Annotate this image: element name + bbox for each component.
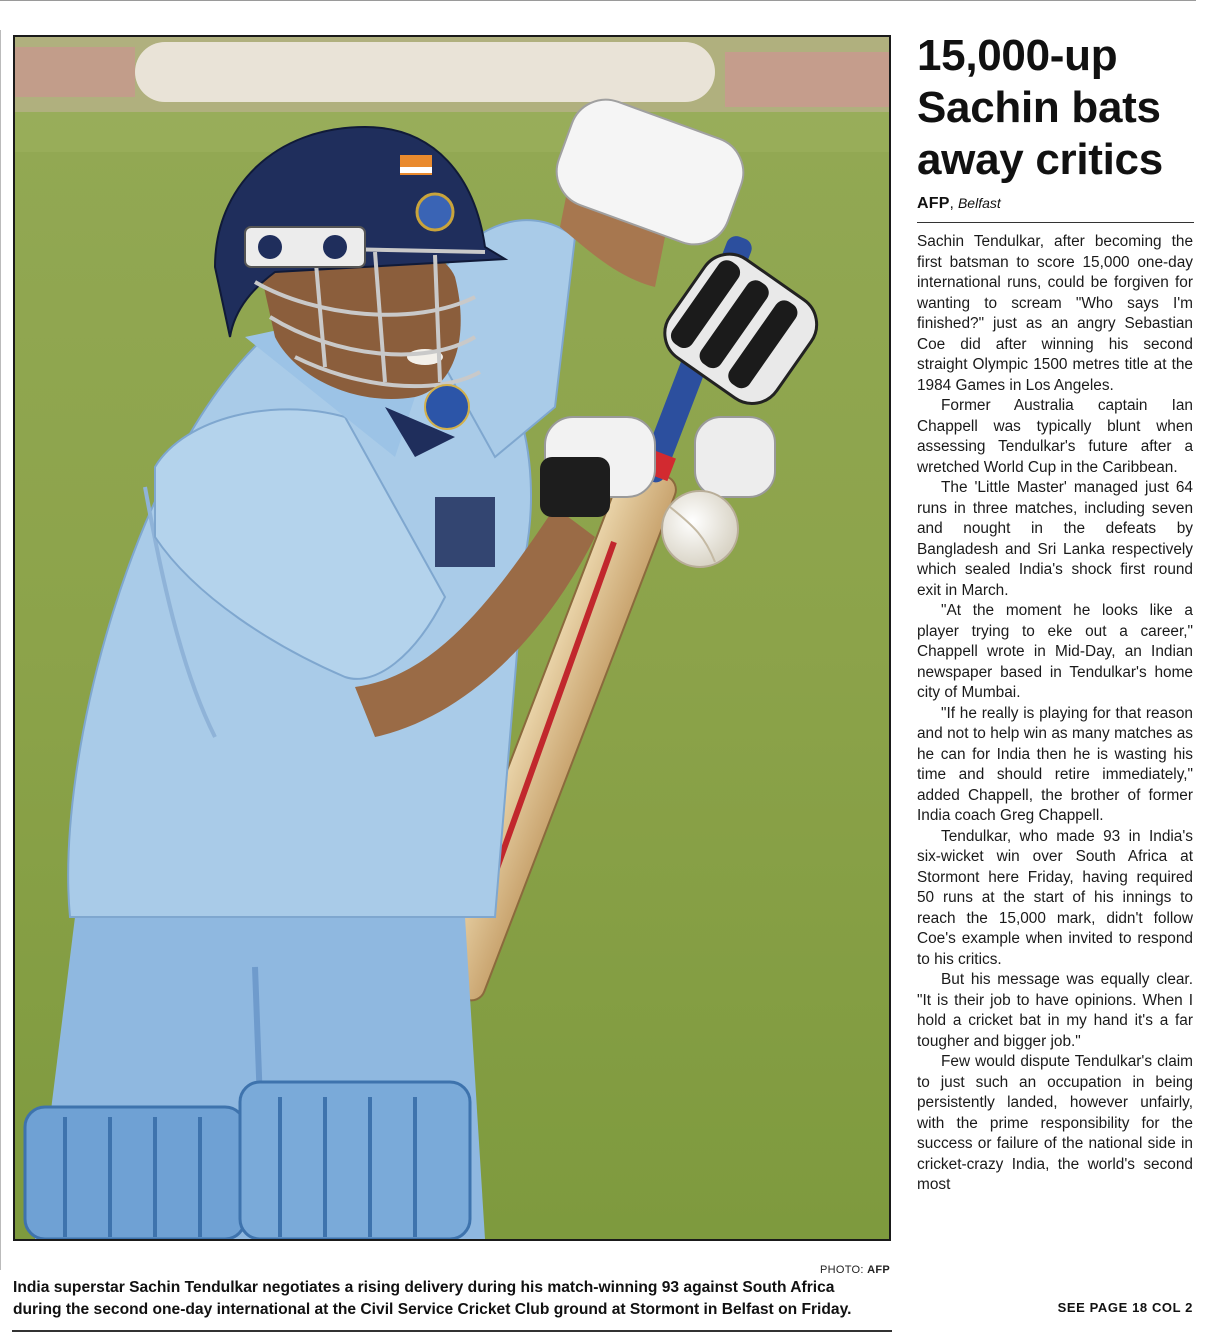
story-paragraph: The 'Little Master' managed just 64 runs in three matches, including seven and nought in the defeats by Bangladesh and Sri Lanka respectively which sealed India's shock first round exit in March.: [917, 479, 1193, 599]
caption-line: India superstar Sachin Tendulkar negotiates a rising delivery during his match-winning 93 against South Africa: [13, 1279, 835, 1296]
story-body: [917, 232, 1193, 1196]
photo-credit-source: AFP: [867, 1264, 890, 1276]
news-photo: [13, 35, 891, 1241]
caption-line: during the second one-day international at the Civil Service Cricket Club ground at Stormont in Belfast on Friday.: [13, 1301, 852, 1318]
photo-credit-label: PHOTO:: [819, 1264, 864, 1276]
top-rule: [0, 0, 1196, 1]
story-paragraph: Few would dispute Tendulkar's claim to just such an occupation in being persistently landed, however unfairly, with the prime responsibility for the success or failure of the national side in cricket-crazy India, the world's second most: [917, 1053, 1193, 1193]
headline-line: away critics: [917, 135, 1163, 184]
caption-bottom-rule: [12, 1330, 892, 1332]
story-paragraph: But his message was equally clear. "It is their job to have opinions. When I hold a cricket bat in my hand it's a far tougher and bigger job.": [917, 971, 1193, 1050]
story-paragraph: "If he really is playing for that reason and not to help win as many matches as he can for India then he is wasting his time and should retire immediately," added Chappell, the brother of former India coach Greg Chappell.: [917, 704, 1193, 824]
story-paragraph: Former Australia captain Ian Chappell was typically blunt when assessing Tendulkar's future after a wretched World Cup in the Caribbean.: [917, 397, 1193, 476]
byline: AFP, Belfast: [917, 195, 1001, 212]
headline: [917, 30, 1197, 186]
photo-caption: [13, 1277, 893, 1321]
continuation-jump: SEE PAGE 18 COL 2: [1057, 1300, 1193, 1315]
byline-rule: [917, 222, 1194, 223]
headline-line: Sachin bats: [917, 83, 1161, 132]
story-paragraph: "At the moment he looks like a player trying to eke out a career," Chappell wrote in Mid-Day, an Indian newspaper based in Tendulkar's home city of Mumbai.: [917, 602, 1193, 701]
headline-line: 15,000-up: [917, 31, 1118, 80]
story-paragraph: Tendulkar, who made 93 in India's six-wicket win over South Africa at Stormont here Friday, having required 50 runs at the start of his innings to reach the 15,000 mark, didn't follow Coe's example when invited to respond to his critics.: [917, 827, 1193, 968]
page-edge: [0, 30, 1, 1270]
photo-credit: [780, 1264, 890, 1276]
batsman-illustration: [15, 37, 889, 1239]
byline-agency: AFP: [917, 195, 950, 212]
story-paragraph: Sachin Tendulkar, after becoming the first batsman to score 15,000 one-day international runs, could be forgiven for wanting to scream "Who says I'm finished?" just as an angry Sebastian Coe did after winning his second straight Olympic 1500 metres title at the 1984 Games in Los Angeles.: [917, 233, 1193, 394]
byline-place: Belfast: [957, 195, 1001, 211]
